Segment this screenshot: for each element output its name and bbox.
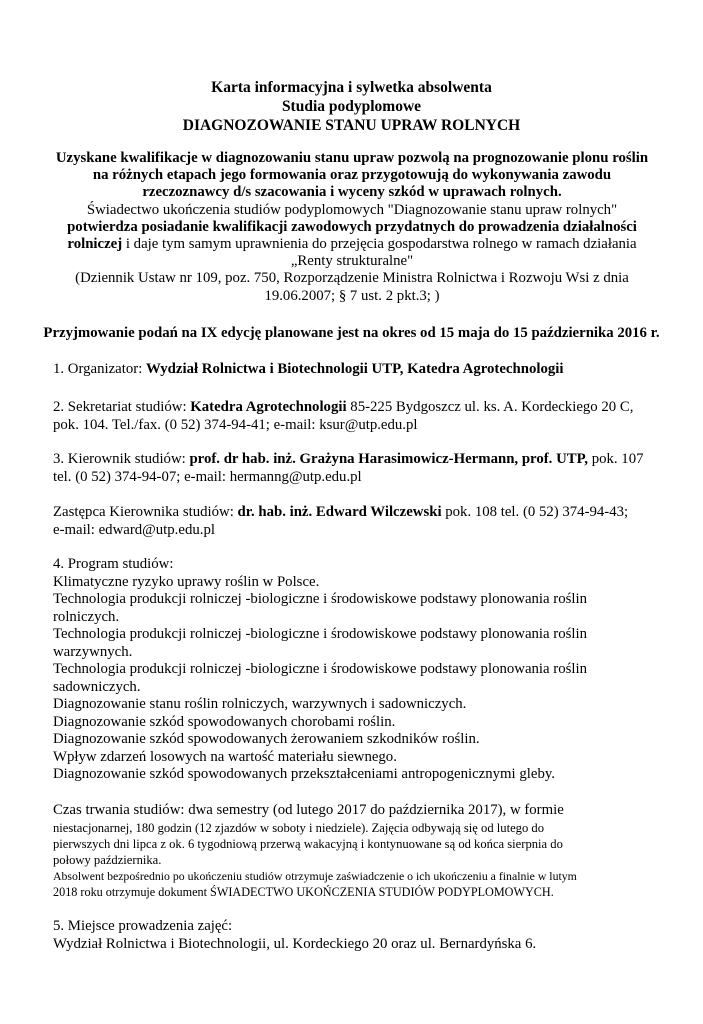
certificate-bold-word: rolniczej <box>67 236 123 253</box>
duration-section <box>53 802 659 900</box>
program-item: Technologia produkcji rolniczej -biologiczne i środowiskowe podstawy plonowania roślin <box>53 626 587 642</box>
program-item: rolniczych. <box>53 608 120 625</box>
duration-line-2: niestacjonarnej, 180 godzin (12 zjazdów w soboty i niedziele). Zajęcia odbywają się od lutego do <box>53 820 545 835</box>
secretariat-details-1: 85-225 Bydgoszcz ul. ks. A. Kordeckiego 20 C, <box>346 399 634 415</box>
certificate-rights-line <box>50 236 654 253</box>
deputy-section <box>53 504 659 539</box>
secretariat-details-2: pok. 104. Tel./fax. (0 52) 374-94-41; e-mail: ksur@utp.edu.pl <box>53 416 418 433</box>
duration-line-6: 2018 roku otrzymuje dokument ŚWIADECTWO UKOŃCZENIA STUDIÓW PODYPLOMOWYCH. <box>53 884 554 899</box>
deputy-details-2: e-mail: edward@utp.edu.pl <box>53 521 215 538</box>
program-item: Wpływ zdarzeń losowych na wartość materiału siewnego. <box>53 748 397 765</box>
program-item: warzywnych. <box>53 643 133 660</box>
organizer-value: Wydział Rolnictwa i Biotechnologii UTP, Katedra Agrotechnologii <box>146 361 564 377</box>
header-line-3: DIAGNOZOWANIE STANU UPRAW ROLNYCH <box>182 117 521 134</box>
head-name: prof. dr hab. inż. Grażyna Harasimowicz-Hermann, prof. UTP, <box>189 451 589 467</box>
certificate-suffix: i daje tym samym uprawnienia do przejęcia gospodarstwa rolnego w ramach działania <box>122 236 637 253</box>
program-item: Diagnozowanie szkód spowodowanych przekształceniami antropogenicznymi gleby. <box>53 766 555 782</box>
deputy-details-1: pok. 108 tel. (0 52) 374-94-43; <box>441 504 629 520</box>
head-label: 3. Kierownik studiów: <box>53 451 190 467</box>
certificate-line: Świadectwo ukończenia studiów podyplomowych "Diagnozowanie stanu upraw rolnych" <box>86 201 618 218</box>
program-label: 4. Program studiów: <box>53 556 174 572</box>
legal-line-1: (Dziennik Ustaw nr 109, poz. 750, Rozporządzenie Ministra Rolnictwa i Rozwoju Wsi z dnia <box>75 270 629 287</box>
deputy-name: dr. hab. inż. Edward Wilczewski <box>237 504 442 520</box>
head-details-2: tel. (0 52) 374-94-07; e-mail: hermanng@utp.edu.pl <box>53 468 362 485</box>
head-section <box>53 451 659 486</box>
legal-line-2: 19.06.2007; § 7 ust. 2 pkt.3; ) <box>264 287 440 304</box>
place-label: 5. Miejsce prowadzenia zajęć: <box>53 918 233 934</box>
program-item: Diagnozowanie szkód spowodowanych żerowaniem szkodników roślin. <box>53 731 480 747</box>
intro-bold-line-2: na różnych etapach jego formowania oraz przygotowują do wykonywania zawodu <box>92 167 612 184</box>
intro-bold-line-1: Uzyskane kwalifikacje w diagnozowaniu stanu upraw pozwolą na prognozowanie plonu roślin <box>55 150 649 166</box>
duration-line-3: pierwszych dni lipca z ok. 6 tygodniową przerwą wakacyjną i kontynuowane są od końca sierpnia do <box>53 836 563 851</box>
intro-bold-line-3: rzeczoznawcy d/s szacowania i wyceny szkód w uprawach rolnych. <box>142 184 562 201</box>
program-section <box>53 556 659 784</box>
program-item: Diagnozowanie szkód spowodowanych chorobami roślin. <box>53 713 396 730</box>
admission-text: Przyjmowanie podań na IX edycję planowane jest na okres od 15 maja do 15 października 2016 r. <box>43 325 660 341</box>
program-item: Technologia produkcji rolniczej -biologiczne i środowiskowe podstawy plonowania roślin <box>53 661 587 677</box>
secretariat-section <box>53 399 659 434</box>
head-details-1: pok. 107 <box>588 451 644 467</box>
deputy-label: Zastępca Kierownika studiów: <box>53 504 238 520</box>
intro-section <box>50 150 654 305</box>
program-item: sadowniczych. <box>53 678 141 695</box>
program-item: Klimatyczne ryzyko uprawy roślin w Polsce. <box>53 573 320 590</box>
place-value: Wydział Rolnictwa i Biotechnologii, ul. Kordeckiego 20 oraz ul. Bernardyńska 6. <box>53 935 537 952</box>
renty-line: „Renty strukturalne" <box>290 253 414 270</box>
admission-notice <box>40 325 663 343</box>
duration-line-1: Czas trwania studiów: dwa semestry (od lutego 2017 do października 2017), w formie <box>53 802 564 818</box>
duration-line-5: Absolwent bezpośrednio po ukończeniu studiów otrzymuje zaświadczenie o ich ukończeniu a finalnie w lutym <box>53 868 577 883</box>
header-line-1: Karta informacyjna i sylwetka absolwenta <box>211 79 492 96</box>
header-line-2: Studia podyplomowe <box>281 98 422 115</box>
document-header <box>0 78 703 135</box>
program-item: Technologia produkcji rolniczej -biologiczne i środowiskowe podstawy plonowania roślin <box>53 591 587 607</box>
duration-line-4: połowy października. <box>53 852 162 867</box>
organizer-label: 1. Organizator: <box>53 361 147 377</box>
secretariat-name: Katedra Agrotechnologii <box>190 399 347 415</box>
place-section <box>53 918 659 953</box>
organizer-section <box>53 361 659 379</box>
program-item: Diagnozowanie stanu roślin rolniczych, warzywnych i sadowniczych. <box>53 696 467 712</box>
certificate-bold-line: potwierdza posiadanie kwalifikacji zawodowych przydatnych do prowadzenia działalności <box>67 218 637 235</box>
secretariat-label: 2. Sekretariat studiów: <box>53 399 191 415</box>
